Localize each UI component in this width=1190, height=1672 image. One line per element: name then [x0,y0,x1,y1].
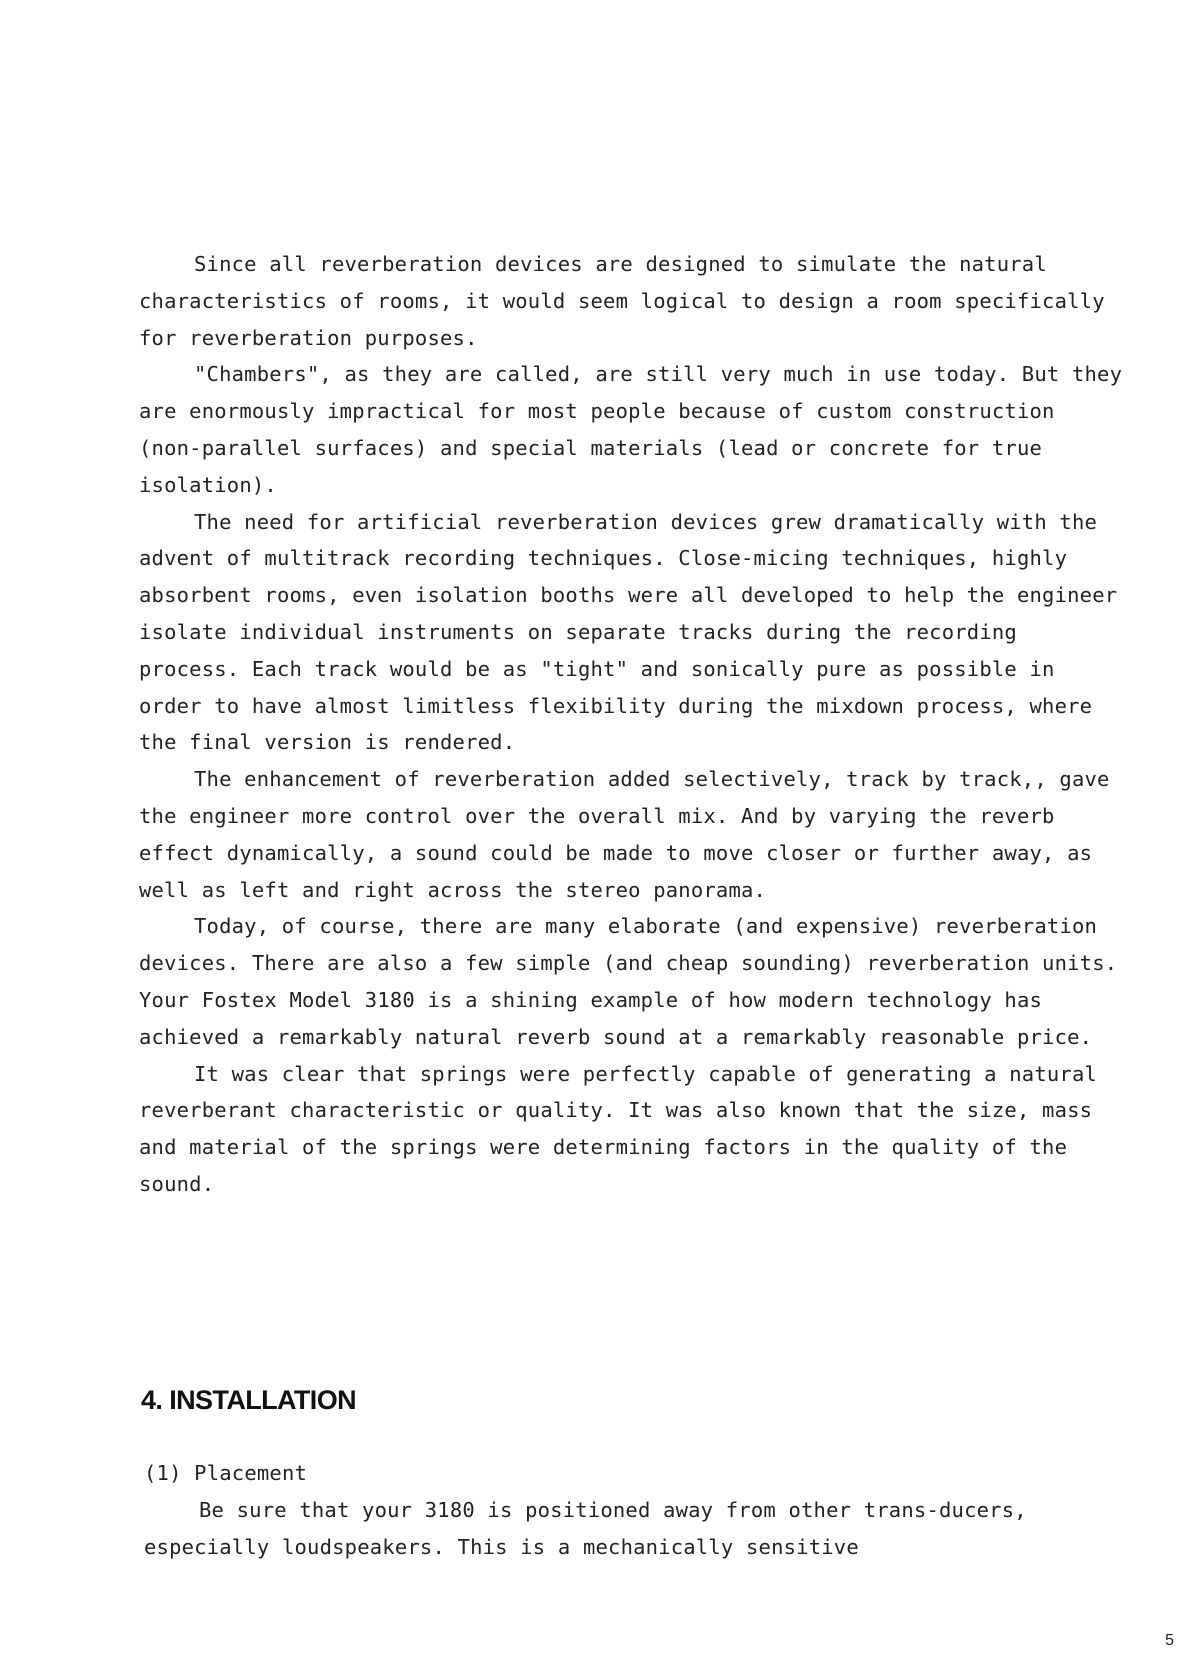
paragraph-2: "Chambers", as they are called, are still very much in use today. But they are enormously impractical for most people because of custom construction (non-parallel surfaces) and special materials (lead or concrete for true isolation). [139,362,1123,497]
subsection-label: (1) Placement [144,1461,308,1485]
page-number: 5 [1165,1632,1174,1649]
paragraph-6: It was clear that springs were perfectly capable of generating a natural reverberant characteristic or quality. It was also known that the size, mass and material of the springs were determining factors in the quality of the sound. [139,1061,1098,1196]
section-heading: 4. INSTALLATION [141,1385,356,1415]
body-text [139,246,1129,1203]
installation-section [144,1455,1134,1565]
paragraph-1: Since all reverberation devices are designed to simulate the natural characteristics of rooms, it would seem logical to design a room specifically for reverberation purposes. [139,252,1105,350]
paragraph-3: The need for artificial reverberation devices grew dramatically with the advent of multitrack recording techniques. Close-micing techniques, highly absorbent rooms, even isolation booths were all developed to help the engineer isolate individual instruments on separate tracks during the recording process. Each track would be as "tight" and sonically pure as possible in order to have almost limitless flexibility during the mixdown process, where the final version is rendered. [139,509,1118,755]
paragraph-4: The enhancement of reverberation added selectively, track by track,, gave the engineer more control over the overall mix. And by varying the reverb effect dynamically, a sound could be made to move closer or further away, as well as left and right across the stereo panorama. [139,767,1110,902]
paragraph-5: Today, of course, there are many elaborate (and expensive) reverberation devices. There are also a few simple (and cheap sounding) reverberation units. Your Fostex Model 3180 is a shining example of how modern technology has achieved a remarkably natural reverb sound at a remarkably reasonable price. [139,914,1118,1049]
subsection-text: Be sure that your 3180 is positioned away from other trans-ducers, especially loudspeakers. This is a mechanically sensitive [144,1497,1027,1559]
